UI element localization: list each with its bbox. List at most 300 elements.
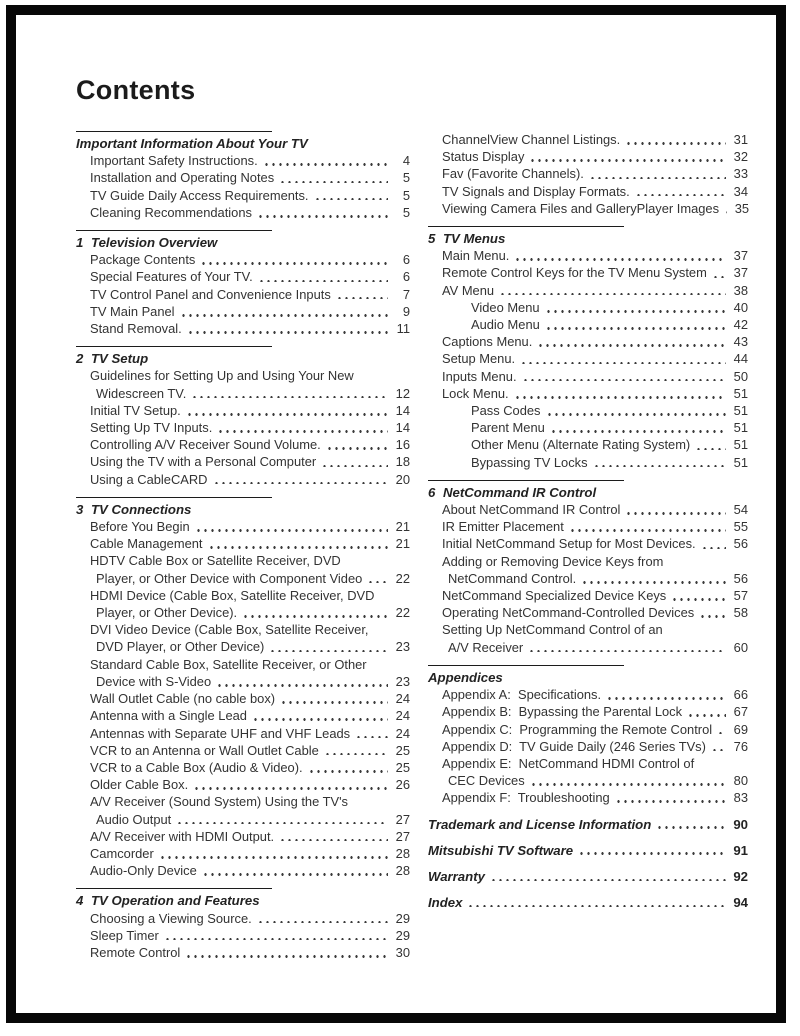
toc-entry-text: Inputs Menu. <box>442 368 517 384</box>
toc-entry <box>428 282 748 299</box>
dot-leader <box>517 368 730 385</box>
dot-leader <box>690 436 730 453</box>
dot-leader <box>203 535 392 552</box>
toc-entry-text: Antennas with Separate UHF and VHF Leads <box>90 725 351 741</box>
toc-entry-line <box>90 621 410 638</box>
toc-entry-line <box>442 518 748 535</box>
toc-entry <box>76 204 410 221</box>
toc-entry-text: Appendix F: Troubleshooting <box>442 790 610 806</box>
toc-entry-line <box>90 604 410 621</box>
page-number: 42 <box>733 317 748 333</box>
section-number: 4 <box>76 893 84 909</box>
toc-entry-text: Special Features of Your TV. <box>90 269 253 285</box>
toc-entry-line <box>442 501 748 518</box>
toc-entry-text: Remote Control <box>90 944 181 960</box>
toc-entry <box>428 789 748 806</box>
dot-leader <box>525 772 730 789</box>
toc-entry-text: Player, or Other Device with Component Video <box>96 570 363 586</box>
page-number: 18 <box>395 454 410 470</box>
dot-leader <box>576 570 730 587</box>
toc-entry-line <box>90 419 410 436</box>
section-heading-text: Important Information About Your TV <box>76 136 308 151</box>
toc-entry-text: Player, or Other Device). <box>96 605 238 621</box>
page-number: 27 <box>395 828 410 844</box>
toc-entry <box>428 686 748 703</box>
toc-entry <box>428 368 748 385</box>
page-number: 22 <box>395 570 410 586</box>
toc-entry-text: DVD Player, or Other Device) <box>96 639 265 655</box>
dot-leader <box>494 282 730 299</box>
toc-entry-text: Appendix E: NetCommand HDMI Control of <box>442 755 695 771</box>
dot-leader <box>509 385 730 402</box>
toc-entry <box>428 604 748 621</box>
toc-section <box>428 665 748 807</box>
toc-entry-text: A/V Receiver with HDMI Output. <box>90 828 275 844</box>
page-title: Contents <box>76 75 196 105</box>
toc-entry-line <box>471 402 748 419</box>
toc-entry-line <box>442 282 748 299</box>
page-number: 50 <box>733 368 748 384</box>
page-number: 5 <box>402 204 410 220</box>
toc-entry-text: Main Menu. <box>442 248 510 264</box>
section-number: 3 <box>76 501 84 517</box>
toc-entry-text: Setting Up TV Inputs. <box>90 420 213 436</box>
toc-section <box>76 497 410 879</box>
dot-leader <box>540 299 730 316</box>
toc-entry <box>428 200 748 217</box>
section-rule <box>76 888 272 889</box>
dot-leader <box>252 204 392 221</box>
toc-entry <box>428 738 748 755</box>
toc-entry-text: TV Guide Daily Access Requirements. <box>90 187 309 203</box>
section-number: 1 <box>76 235 84 251</box>
toc-entry-text: Cleaning Recommendations <box>90 204 252 220</box>
page-number: 24 <box>395 691 410 707</box>
section-heading <box>428 894 748 911</box>
toc-entry-text: NetCommand Specialized Device Keys <box>442 588 667 604</box>
section-heading-text: TV Connections <box>91 501 192 517</box>
page-number: 51 <box>733 454 748 470</box>
page-number: 51 <box>733 420 748 436</box>
page-number: 55 <box>733 519 748 535</box>
toc-entry <box>76 402 410 419</box>
page-number: 24 <box>395 725 410 741</box>
toc-entry-text: Standard Cable Box, Satellite Receiver, or Other <box>90 656 367 672</box>
dot-leader <box>712 721 730 738</box>
toc-entry-text: NetCommand Control. <box>448 570 577 586</box>
toc-entry-line <box>90 268 410 285</box>
section-heading-text: Appendices <box>428 669 503 685</box>
toc-entry-line <box>471 299 748 316</box>
toc-entry-text: A/V Receiver (Sound System) Using the TV's <box>90 794 348 810</box>
dot-leader <box>247 707 392 724</box>
toc-entry-line <box>90 570 410 587</box>
toc-entry-text: Pass Codes <box>471 403 541 419</box>
toc-entry-line <box>442 148 748 165</box>
toc-entry-line <box>90 811 410 828</box>
section-rule <box>428 226 624 227</box>
dot-leader <box>274 169 392 186</box>
toc-entry-line <box>90 944 410 961</box>
page-number: 12 <box>395 385 410 401</box>
toc-entry-line <box>90 385 410 402</box>
page-number: 21 <box>395 536 410 552</box>
dot-leader <box>541 402 730 419</box>
toc-entry-text: Widescreen TV. <box>96 385 187 401</box>
dot-leader <box>208 471 393 488</box>
toc-entry <box>428 316 748 333</box>
toc-entry-line <box>90 638 410 655</box>
dot-leader <box>159 927 392 944</box>
toc-entry-text: Other Menu (Alternate Rating System) <box>471 437 691 453</box>
toc-section <box>428 868 748 885</box>
page-number: 69 <box>733 721 748 737</box>
dot-leader <box>573 842 730 859</box>
page-number: 20 <box>395 471 410 487</box>
page-number: 40 <box>733 299 748 315</box>
page-number: 6 <box>402 269 410 285</box>
section-heading <box>76 350 410 367</box>
toc-entry-line <box>442 333 748 350</box>
toc-entry-line <box>90 518 410 535</box>
toc-entry-line <box>90 862 410 879</box>
dot-leader <box>706 738 730 755</box>
toc-entry-line <box>90 673 410 690</box>
page-number: 83 <box>733 790 748 806</box>
toc-entry-text: Adding or Removing Device Keys from <box>442 553 664 569</box>
page-number: 30 <box>395 944 410 960</box>
toc-entry-line <box>90 828 410 845</box>
toc-entry <box>76 152 410 169</box>
toc-entry-text: A/V Receiver <box>448 639 524 655</box>
dot-leader <box>651 816 730 833</box>
toc-entry-text: Fav (Favorite Channels). <box>442 166 584 182</box>
dot-leader <box>237 604 392 621</box>
toc-entry-text: ChannelView Channel Listings. <box>442 132 621 147</box>
dot-leader <box>195 251 392 268</box>
toc-entry-text: Initial TV Setup. <box>90 402 181 418</box>
section-rule <box>76 131 272 132</box>
toc-entry <box>76 453 410 470</box>
section-heading-text: NetCommand IR Control <box>443 484 597 500</box>
toc-entry-line <box>90 286 410 303</box>
toc-entry <box>428 299 748 316</box>
page-number: 56 <box>733 570 748 586</box>
toc-entry-line <box>90 204 410 221</box>
dot-leader <box>211 673 392 690</box>
page-number: 92 <box>733 868 748 884</box>
section-heading <box>428 484 748 501</box>
page-number: 7 <box>402 286 410 302</box>
dot-leader <box>350 725 392 742</box>
toc-entry <box>76 862 410 879</box>
dot-leader <box>462 894 730 911</box>
page-number: 11 <box>396 321 410 337</box>
page-number: 14 <box>395 420 410 436</box>
toc-entry-text: Before You Begin <box>90 519 190 535</box>
toc-entry-text: Audio Menu <box>471 317 540 333</box>
toc-entry-text: Appendix D: TV Guide Daily (246 Series TVs) <box>442 738 706 754</box>
toc-entry <box>76 251 410 268</box>
toc-entry <box>428 721 748 738</box>
dot-leader <box>362 570 392 587</box>
page-number: 51 <box>733 385 748 401</box>
dot-leader <box>588 454 730 471</box>
toc-entry-line <box>90 453 410 470</box>
page-number: 37 <box>733 248 748 264</box>
dot-leader <box>532 333 730 350</box>
toc-entry-line <box>90 690 410 707</box>
toc-entry <box>428 535 748 552</box>
dot-leader <box>545 419 730 436</box>
page-number: 29 <box>395 910 410 926</box>
toc-entry <box>428 621 748 655</box>
toc-entry-line <box>90 742 410 759</box>
toc-entry-text: Important Safety Instructions. <box>90 153 258 169</box>
toc-entry-text: IR Emitter Placement <box>442 519 564 535</box>
toc-entry <box>76 535 410 552</box>
toc-entry-text: Audio-Only Device <box>90 863 197 879</box>
page-number: 28 <box>395 845 410 861</box>
toc-entry-line <box>442 604 748 621</box>
dot-leader <box>186 385 392 402</box>
toc-entry-line <box>90 656 410 673</box>
toc-section <box>76 888 410 961</box>
toc-entry-text: Cable Management <box>90 536 203 552</box>
toc-entry-line <box>90 910 410 927</box>
page-number: 51 <box>733 403 748 419</box>
toc-section <box>428 842 748 859</box>
dot-leader <box>515 350 730 367</box>
toc-entry <box>76 419 410 436</box>
toc-entry <box>428 131 748 148</box>
dot-leader <box>707 264 730 281</box>
section-heading-text: TV Menus <box>443 231 506 247</box>
toc-entry-line <box>442 553 748 570</box>
page-number: 31 <box>733 132 748 147</box>
section-heading-text: Mitsubishi TV Software <box>428 842 574 858</box>
toc-entry <box>428 501 748 518</box>
page-number: 9 <box>402 303 410 319</box>
toc-entry <box>76 707 410 724</box>
toc-entry-text: Package Contents <box>90 252 196 268</box>
toc-entry-line <box>471 316 748 333</box>
dot-leader <box>620 131 730 148</box>
toc-entry-text: Wall Outlet Cable (no cable box) <box>90 691 276 707</box>
toc-entry <box>76 367 410 401</box>
page-number: 38 <box>733 282 748 298</box>
toc-entry-line <box>471 419 748 436</box>
dot-leader <box>620 501 730 518</box>
toc-entry-line <box>90 552 410 569</box>
toc-entry-text: TV Main Panel <box>90 303 175 319</box>
dot-leader <box>154 845 392 862</box>
toc-entry-text: About NetCommand IR Control <box>442 502 621 518</box>
toc-entry-text: Viewing Camera Files and GalleryPlayer Images <box>442 200 720 216</box>
dot-leader <box>188 776 392 793</box>
section-heading <box>428 230 748 247</box>
toc-entry-text: Remote Control Keys for the TV Menu System <box>442 265 707 281</box>
page-number: 54 <box>733 502 748 518</box>
toc-entry-text: Older Cable Box. <box>90 777 189 793</box>
page-number: 90 <box>733 816 748 832</box>
toc-entry-line <box>90 927 410 944</box>
toc-entry-line <box>442 183 748 200</box>
toc-entry-text: VCR to a Cable Box (Audio & Video). <box>90 759 303 775</box>
toc-entry-line <box>90 759 410 776</box>
section-heading <box>428 816 748 833</box>
toc-entry <box>76 286 410 303</box>
dot-leader <box>601 686 730 703</box>
toc-entry-text: Sleep Timer <box>90 927 159 943</box>
toc-entry-line <box>90 187 410 204</box>
page-number: 22 <box>395 605 410 621</box>
page-number: 32 <box>733 149 748 165</box>
toc-entry <box>76 759 410 776</box>
section-heading <box>428 669 748 686</box>
section-number: 2 <box>76 351 84 367</box>
toc-entry-line <box>90 320 410 337</box>
toc-entry-text: Appendix B: Bypassing the Parental Lock <box>442 704 683 720</box>
toc-entry-text: Stand Removal. <box>90 321 182 337</box>
toc-entry-text: VCR to an Antenna or Wall Outlet Cable <box>90 742 319 758</box>
toc-entry-line <box>442 686 748 703</box>
toc-section <box>76 346 410 488</box>
toc-entry-text: CEC Devices <box>448 773 525 789</box>
toc-entry-line <box>90 303 410 320</box>
dot-leader <box>630 183 730 200</box>
toc-entry-text: Using the TV with a Personal Computer <box>90 454 317 470</box>
page-frame <box>6 5 786 1023</box>
toc-entry <box>428 553 748 587</box>
toc-section <box>428 894 748 911</box>
toc-section <box>76 131 410 221</box>
section-heading-text: Warranty <box>428 868 485 884</box>
toc-entry-text: Bypassing TV Locks <box>471 454 588 470</box>
toc-entry <box>428 385 748 402</box>
toc-entry <box>428 148 748 165</box>
page-number: 66 <box>733 687 748 703</box>
page-number: 51 <box>733 437 748 453</box>
toc-entry <box>428 587 748 604</box>
toc-entry-line <box>442 200 748 217</box>
section-heading <box>76 135 410 152</box>
dot-leader <box>509 247 730 264</box>
section-heading <box>428 842 748 859</box>
page-number: 57 <box>733 588 748 604</box>
toc-entry <box>76 518 410 535</box>
toc-entry <box>76 471 410 488</box>
section-rule <box>428 665 624 666</box>
section-heading-text: TV Operation and Features <box>91 893 260 909</box>
toc-entry-line <box>442 165 748 182</box>
toc-entry <box>76 742 410 759</box>
toc-entry-line <box>442 789 748 806</box>
toc-entry <box>428 183 748 200</box>
section-rule <box>428 480 624 481</box>
dot-leader <box>564 518 730 535</box>
toc-entry-line <box>90 725 410 742</box>
toc-entry-text: TV Control Panel and Convenience Inputs <box>90 286 331 302</box>
page-number: 26 <box>395 777 410 793</box>
dot-leader <box>694 604 730 621</box>
toc-entry <box>428 518 748 535</box>
toc-entry <box>76 552 410 586</box>
page-number: 6 <box>402 252 410 268</box>
toc-entry-text: Camcorder <box>90 845 154 861</box>
toc-entry-line <box>90 367 410 384</box>
toc-entry-text: Choosing a Viewing Source. <box>90 910 252 926</box>
toc-entry <box>428 402 748 419</box>
dot-leader <box>171 811 392 828</box>
toc-entry-line <box>90 169 410 186</box>
toc-entry-text: Appendix C: Programming the Remote Control <box>442 721 713 737</box>
toc-entry-line <box>442 621 748 638</box>
toc-entry-text: HDTV Cable Box or Satellite Receiver, DVD <box>90 553 341 569</box>
dot-leader <box>719 200 731 217</box>
toc-entry-text: AV Menu <box>442 282 495 298</box>
page-number: 27 <box>395 811 410 827</box>
toc-entry <box>76 828 410 845</box>
dot-leader <box>180 944 392 961</box>
page-number: 25 <box>395 742 410 758</box>
dot-leader <box>303 759 392 776</box>
section-rule <box>76 230 272 231</box>
dot-leader <box>523 639 730 656</box>
toc-entry-line <box>442 350 748 367</box>
toc-entry-text: Status Display <box>442 149 525 165</box>
toc-entry-line <box>90 402 410 419</box>
toc-entry <box>76 587 410 621</box>
toc-entry-text: Installation and Operating Notes <box>90 170 275 186</box>
dot-leader <box>524 148 730 165</box>
dot-leader <box>584 165 730 182</box>
toc-section <box>428 131 748 217</box>
toc-entry-text: Setup Menu. <box>442 351 516 367</box>
toc-entry-line <box>442 587 748 604</box>
dot-leader <box>264 638 392 655</box>
toc-entry <box>428 165 748 182</box>
toc-entry <box>428 350 748 367</box>
dot-leader <box>309 187 392 204</box>
toc-entry-line <box>442 131 748 148</box>
toc-entry-text: Appendix A: Specifications. <box>442 687 602 703</box>
toc-entry <box>76 268 410 285</box>
toc-entry <box>76 793 410 827</box>
dot-leader <box>182 320 392 337</box>
toc-entry <box>76 303 410 320</box>
section-heading <box>76 501 410 518</box>
section-heading <box>76 234 410 251</box>
toc-entry-line <box>442 570 748 587</box>
section-heading-text: Trademark and License Information <box>428 816 652 832</box>
toc-entry-line <box>442 264 748 281</box>
page-number: 35 <box>734 200 750 216</box>
page-number: 91 <box>733 842 748 858</box>
page-number: 28 <box>395 863 410 879</box>
toc-entry-text: Lock Menu. <box>442 385 509 401</box>
toc-entry <box>76 776 410 793</box>
toc-entry-line <box>442 368 748 385</box>
section-heading-text: Index <box>428 895 463 911</box>
dot-leader <box>181 402 392 419</box>
toc-entry <box>428 419 748 436</box>
toc-entry-text: Operating NetCommand-Controlled Devices <box>442 605 695 621</box>
section-heading <box>428 868 748 885</box>
toc-entry <box>428 333 748 350</box>
toc-entry-line <box>471 454 748 471</box>
page-number: 29 <box>395 927 410 943</box>
